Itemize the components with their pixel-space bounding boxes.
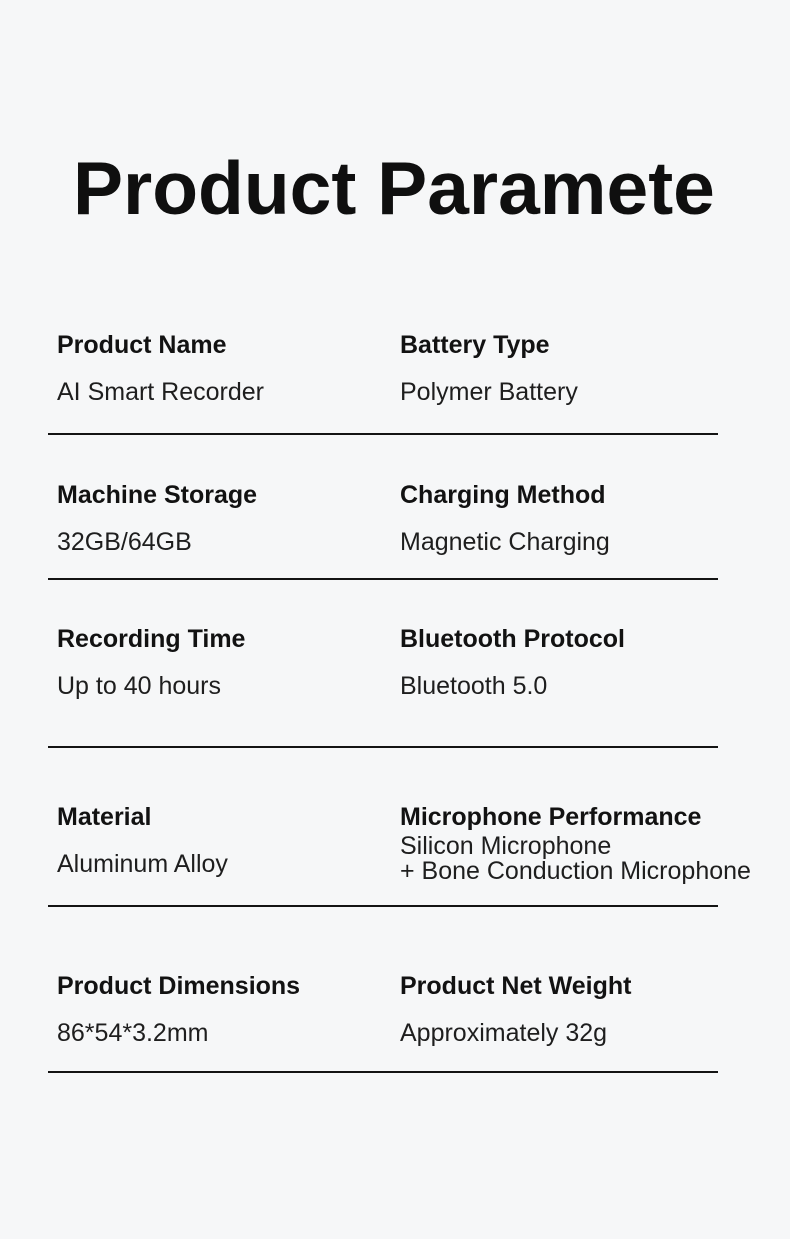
spec-value [400,834,751,884]
spec-value: Bluetooth 5.0 [400,672,548,700]
spec-row-dimensions-weight [48,907,718,1073]
spec-row-recording-bluetooth [48,580,718,748]
spec-cell-machine-storage [57,480,400,557]
spec-label: Microphone Performance [400,803,702,831]
spec-cell-product-dimensions [57,971,400,1048]
spec-label: Product Dimensions [57,972,301,1000]
spec-value: AI Smart Recorder [57,378,265,406]
spec-label: Product Name [57,331,227,359]
spec-value: Approximately 32g [400,1019,608,1047]
spec-value-line-2: + Bone Conduction Microphone [400,857,751,885]
spec-value: Magnetic Charging [400,528,610,556]
spec-cell-bluetooth-protocol [400,624,718,701]
spec-cell-recording-time [57,624,400,701]
spec-cell-product-name [57,330,400,407]
spec-row-storage-charging [48,435,718,580]
spec-value: 86*54*3.2mm [57,1019,209,1047]
spec-value: Up to 40 hours [57,672,221,700]
spec-row-product-name-battery-type [48,330,718,435]
spec-label: Charging Method [400,481,606,509]
spec-cell-product-net-weight [400,971,718,1048]
spec-value: Polymer Battery [400,378,578,406]
spec-cell-microphone-performance [400,802,751,884]
spec-cell-material [57,802,400,884]
spec-label: Bluetooth Protocol [400,625,625,653]
spec-cell-charging-method [400,480,718,557]
spec-label: Recording Time [57,625,246,653]
spec-label: Product Net Weight [400,972,632,1000]
spec-label: Material [57,803,152,831]
spec-table [48,330,751,1073]
spec-row-material-microphone [48,748,751,907]
spec-value: Aluminum Alloy [57,850,228,878]
spec-value: 32GB/64GB [57,528,192,556]
spec-cell-battery-type [400,330,718,407]
spec-label: Battery Type [400,331,550,359]
spec-value-line-1: Silicon Microphone [400,832,612,860]
spec-label: Machine Storage [57,481,258,509]
page-title: Product Paramete [73,146,715,230]
